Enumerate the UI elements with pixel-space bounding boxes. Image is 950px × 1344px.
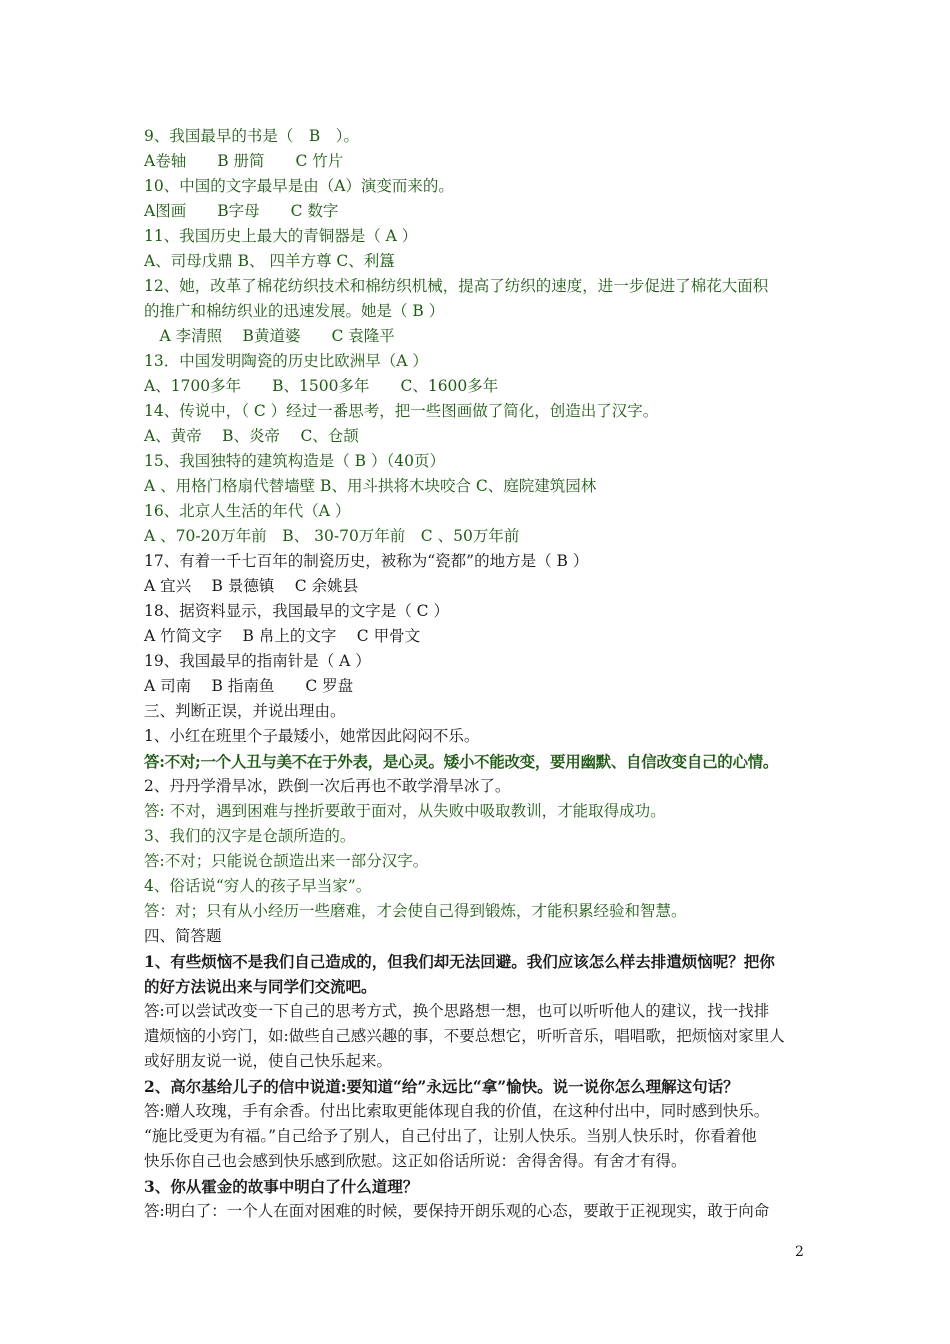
text-line: 答:赠人玫瑰，手有余香。付出比索取更能体现自我的价值，在这种付出中，同时感到快乐。 [144, 1102, 770, 1120]
text-line: 19、我国最早的指南针是（ A ） [144, 652, 371, 670]
text-line: 答：对；只有从小经历一些磨难，才会使自己得到锻炼，才能积累经验和智慧。 [144, 902, 687, 920]
text-line: 的推广和棉纺织业的迅速发展。她是（ B ） [144, 302, 445, 320]
text-line: 答:可以尝试改变一下自己的思考方式，换个思路想一想，也可以听听他人的建议，找一找排 [144, 1002, 770, 1020]
text-line: 3、我们的汉字是仓颉所造的。 [144, 827, 356, 845]
text-line: A、司母戊鼎 B、 四羊方尊 C、利簋 [144, 252, 395, 270]
text-line: 13．中国发明陶瓷的历史比欧洲早（A ） [144, 352, 428, 370]
text-line: 9、我国最早的书是（ B ）。 [144, 127, 360, 145]
text-line: 4、俗话说“穷人的孩子早当家”。 [144, 877, 372, 895]
text-line: A 司南 B 指南鱼 C 罗盘 [144, 677, 354, 695]
text-line: 1、小红在班里个子最矮小，她常因此闷闷不乐。 [144, 727, 480, 745]
text-line: 16、北京人生活的年代（A ） [144, 502, 351, 520]
text-line: A、1700多年 B、1500多年 C、1600多年 [144, 377, 499, 395]
text-line: 的好方法说出来与同学们交流吧。 [144, 977, 377, 996]
text-line: A 李清照 B黄道婆 C 袁隆平 [144, 327, 395, 345]
text-line: 答:不对；只能说仓颉造出来一部分汉字。 [144, 852, 429, 870]
text-line: 17、有着一千七百年的制瓷历史，被称为“瓷都”的地方是（ B ） [144, 552, 589, 570]
text-line: 快乐你自己也会感到快乐感到欣慰。这正如俗话所说：舍得舍得。有舍才有得。 [144, 1152, 687, 1170]
text-line: “施比受更为有福。”自己给予了别人，自己付出了，让别人快乐。当别人快乐时，你看着他 [144, 1127, 757, 1145]
text-line: 三、判断正误，并说出理由。 [144, 702, 346, 720]
text-line: 答:不对;一个人丑与美不在于外表，是心灵。矮小不能改变，要用幽默、自信改变自己的心情。 [144, 752, 779, 771]
text-line: 18、据资料显示，我国最早的文字是（ C ） [144, 602, 449, 620]
text-line: 答: 不对，遇到困难与挫折要敢于面对，从失败中吸取教训，才能取得成功。 [144, 802, 666, 820]
text-line: A 竹简文字 B 帛上的文字 C 甲骨文 [144, 627, 421, 645]
text-line: A 、70-20万年前 B、 30-70万年前 C 、50万年前 [144, 527, 520, 545]
text-line: 3、你从霍金的故事中明白了什么道理？ [144, 1177, 419, 1196]
text-line: 2、丹丹学滑旱冰，跌倒一次后再也不敢学滑旱冰了。 [144, 777, 511, 795]
text-line: A卷轴 B 册简 C 竹片 [144, 152, 344, 170]
text-line: A图画 B字母 C 数字 [144, 202, 339, 220]
text-line: 答:明白了：一个人在面对困难的时候，要保持开朗乐观的心态，要敢于正视现实，敢于向命 [144, 1202, 770, 1220]
text-line: 2、高尔基给儿子的信中说道:要知道“给”永远比“拿”愉快。说一说你怎么理解这句话？ [144, 1077, 739, 1096]
text-line: 或好朋友说一说，使自己快乐起来。 [144, 1052, 393, 1070]
text-line: 四、简答题 [144, 927, 222, 945]
text-line: A 、用格门格扇代替墙壁 B、用斗拱将木块咬合 C、庭院建筑园林 [144, 477, 597, 495]
text-line: A、黄帝 B、炎帝 C、仓颉 [144, 427, 359, 445]
text-line: 10、中国的文字最早是由（A）演变而来的。 [144, 177, 454, 195]
text-line: 12、她，改革了棉花纺织技术和棉纺织机械，提高了纺织的速度，进一步促进了棉花大面积 [144, 277, 769, 295]
text-line: 14、传说中，（ C ）经过一番思考，把一些图画做了简化，创造出了汉字。 [144, 402, 659, 420]
text-line: 11、我国历史上最大的青铜器是（ A ） [144, 227, 418, 245]
text-line: 15、我国独特的建筑构造是（ B ）（40页） [144, 452, 445, 470]
text-line: 1、有些烦恼不是我们自己造成的，但我们却无法回避。我们应该怎么样去排遣烦恼呢？把你 [144, 952, 775, 971]
text-line: 遣烦恼的小窍门，如:做些自己感兴趣的事，不要总想它，听听音乐，唱唱歌，把烦恼对家里人 [144, 1027, 785, 1045]
document-body [144, 124, 834, 1224]
text-line: A 宜兴 B 景德镇 C 余姚县 [144, 577, 359, 595]
page-number: 2 [795, 1244, 804, 1260]
